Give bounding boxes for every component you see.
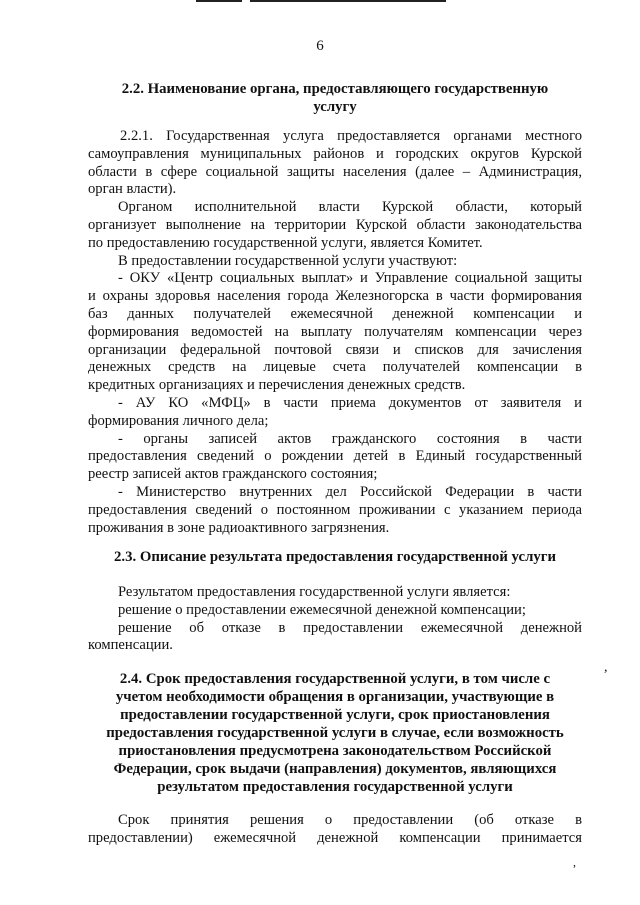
paragraph-2-2-1: [88, 128, 582, 199]
text-line: - органы записей актов гражданского состояния в части: [118, 430, 582, 447]
text-line: В предоставлении государственной услуги участвуют:: [118, 252, 458, 269]
paragraph-participant-mvd: [88, 484, 582, 537]
section-2-4-body: [88, 812, 582, 848]
paragraph-participant-mfc: [88, 395, 582, 431]
text-line: предоставления сведений о постоянном проживании с указанием периода: [88, 501, 582, 518]
text-line: Срок принятия решения о предоставлении (об отказе в: [118, 812, 582, 828]
heading-line: услугу: [313, 99, 357, 115]
heading-line: приостановления предусмотрена законодательством Российской: [118, 743, 552, 759]
text-line: области в сфере социальной защиты населения (далее – Администрация,: [88, 163, 582, 180]
text-line: организует выполнение на территории Курской области законодательства: [88, 216, 582, 233]
section-2-2-heading: [88, 80, 582, 116]
text-line: компенсации.: [88, 637, 173, 654]
heading-line: 2.3. Описание результата предоставления государственной услуги: [113, 549, 557, 565]
page-number: 6: [316, 38, 324, 54]
text-line: денежных средств на лицевые счета получателей компенсации в: [88, 359, 582, 376]
scan-mark: ,: [604, 660, 608, 675]
heading-line: Федерации, срок выдачи (направления) документов, являющихся: [113, 761, 557, 777]
heading-line: предоставлении государственной услуги, срок приостановления: [120, 707, 550, 723]
text-line: Результатом предоставления государственной услуги является:: [118, 584, 511, 600]
text-line: - Министерство внутренних дел Российской Федерации в части: [118, 483, 582, 500]
text-line: предоставлении) ежемесячной денежной компенсации принимается: [88, 829, 582, 846]
heading-line: предоставления государственной услуги в случае, если возможность: [106, 725, 564, 741]
section-2-3-body: [88, 584, 582, 655]
text-line: предоставления сведений о рождении детей в Единый государственный: [88, 448, 582, 465]
scan-edge-line-left: [196, 0, 242, 2]
scan-edge-line-right: [250, 0, 446, 2]
heading-line: 2.4. Срок предоставления государственной услуги, в том числе с: [119, 671, 551, 687]
heading-line: результатом предоставления государственной услуги: [157, 779, 513, 795]
text-line: формирования ведомостей на выплату получателям компенсации через: [88, 323, 582, 340]
text-line: проживания в зоне радиоактивного загрязнения.: [88, 519, 390, 536]
paragraph-executive-body: [88, 199, 582, 252]
scan-mark: ,: [573, 855, 576, 869]
text-line: орган власти).: [88, 181, 177, 198]
section-2-3-heading: [88, 548, 582, 566]
text-line: формирования личного дела;: [88, 412, 269, 429]
section-2-2-body: [88, 128, 582, 537]
text-line: 2.2.1. Государственная услуга предоставляется органами местного: [120, 128, 582, 144]
text-line: решение о предоставлении ежемесячной денежной компенсации;: [118, 601, 526, 618]
text-line: - ОКУ «Центр социальных выплат» и Управление социальной защиты: [118, 270, 582, 287]
text-line: по предоставлению государственной услуги, является Комитет.: [88, 234, 483, 251]
text-line: баз данных получателей ежемесячной денежной компенсации и: [88, 305, 582, 322]
text-line: самоуправления муниципальных районов и городских округов Курской: [88, 145, 582, 162]
text-line: решение об отказе в предоставлении ежемесячной денежной: [118, 619, 582, 636]
heading-line: учетом необходимости обращения в организации, участвующие в: [115, 689, 555, 705]
text-line: и охраны здоровья населения города Железногорска в части формирования: [88, 288, 582, 305]
text-line: организации федеральной почтовой связи и списков для зачисления: [88, 341, 582, 358]
text-line: - АУ КО «МФЦ» в части приема документов от заявителя и: [118, 394, 582, 411]
heading-line: 2.2. Наименование органа, предоставляющего государственную: [121, 81, 549, 97]
paragraph-participant-zags: [88, 431, 582, 484]
section-2-4-heading: [88, 670, 582, 796]
paragraph-participant-oku: [88, 270, 582, 395]
paragraph-participants-intro: [88, 253, 582, 271]
text-line: кредитных организациях и перечисления денежных средств.: [88, 377, 466, 394]
text-line: реестр записей актов гражданского состояния;: [88, 466, 378, 483]
text-line: Органом исполнительной власти Курской области, который: [118, 199, 582, 216]
